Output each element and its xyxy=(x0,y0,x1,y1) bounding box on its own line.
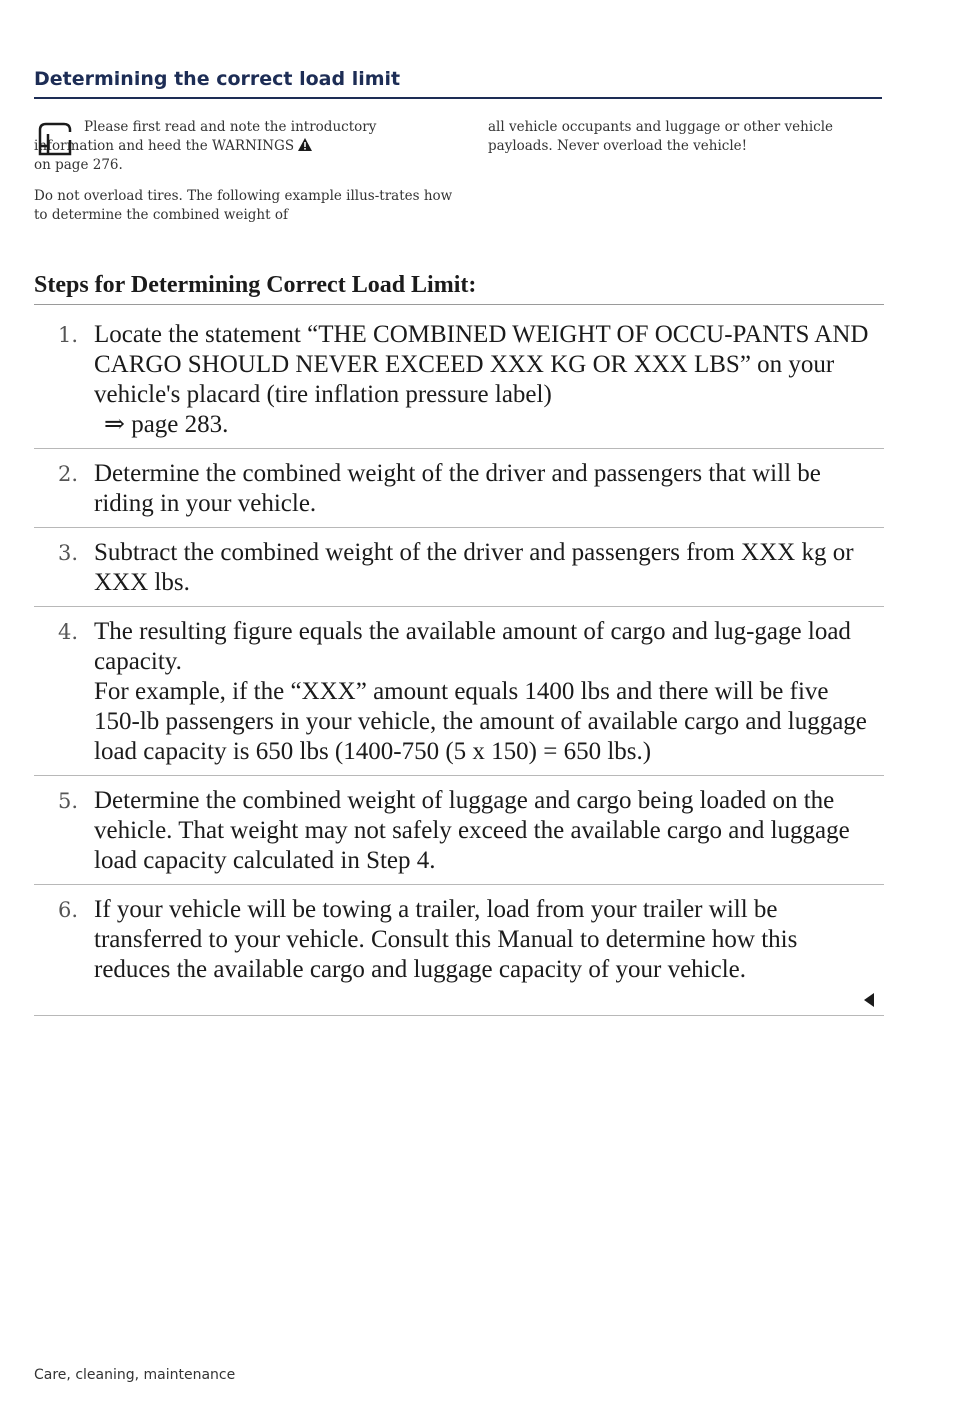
warning-icon xyxy=(298,138,312,151)
step-number: 3. xyxy=(58,541,79,565)
footer-section-label: Care, cleaning, maintenance xyxy=(34,1367,236,1383)
intro-line-2: information and heed the WARNINGS xyxy=(34,138,295,154)
step-2 xyxy=(34,449,884,528)
step-number: 5. xyxy=(58,789,79,813)
step-text xyxy=(94,617,884,767)
step-text xyxy=(94,895,884,1007)
steps-list xyxy=(34,310,884,1016)
step-text-ref: ⇒ page 283. xyxy=(104,411,229,438)
intro-right-column xyxy=(488,118,888,156)
intro-paragraph xyxy=(34,118,454,175)
steps-rule xyxy=(34,304,884,305)
step-text-main: Determine the combined weight of luggage and cargo being loaded on the vehicle. That weight may not safely exceed the available cargo and luggage load capacity calculated in Step 4. xyxy=(94,787,850,874)
step-text-main: If your vehicle will be towing a trailer, load from your trailer will be transferred to your vehicle. Consult this Manual to determine how this reduces the available cargo and luggage capacity of your vehicle. xyxy=(94,896,798,983)
step-text xyxy=(94,320,884,440)
step-number: 6. xyxy=(58,898,79,922)
intro-left-column xyxy=(34,118,454,237)
step-number: 1. xyxy=(58,323,79,347)
step-number: 2. xyxy=(58,462,79,486)
intro-line-1: Please first read and note the introductory xyxy=(84,119,377,135)
intro-right-paragraph: all vehicle occupants and luggage or other vehicle payloads. Never overload the vehicle! xyxy=(488,119,834,154)
step-3 xyxy=(34,528,884,607)
step-text xyxy=(94,459,884,519)
step-text-main: Subtract the combined weight of the driver and passengers from XXX kg or XXX lbs. xyxy=(94,539,854,596)
section-end-marker-icon xyxy=(864,993,874,1007)
intro-paragraph-2: Do not overload tires. The following example illus-trates how to determine the combined weight of xyxy=(34,188,453,223)
step-text-main: Locate the statement “THE COMBINED WEIGHT OF OCCU-PANTS AND CARGO SHOULD NEVER EXCEED XXX KG OR XXX LBS” on your vehicle's placard (tire inflation pressure label) xyxy=(94,321,869,408)
step-4 xyxy=(34,607,884,776)
step-1 xyxy=(34,310,884,449)
book-icon xyxy=(36,120,74,158)
step-text xyxy=(94,538,884,598)
step-number: 4. xyxy=(58,620,79,644)
step-6 xyxy=(34,885,884,1016)
step-text xyxy=(94,786,884,876)
step-text-example: For example, if the “XXX” amount equals 1400 lbs and there will be five 150-lb passengers in your vehicle, the amount of available cargo and luggage load capacity is 650 lbs (1400-750 (5 x 150) = 650 lbs.) xyxy=(94,678,867,765)
header-rule xyxy=(34,97,882,99)
steps-heading: Steps for Determining Correct Load Limit: xyxy=(34,272,477,298)
step-text-main: The resulting figure equals the available amount of cargo and lug-gage load capacity. xyxy=(94,618,851,675)
step-text-main: Determine the combined weight of the driver and passengers that will be riding in your vehicle. xyxy=(94,460,821,517)
page-title: Determining the correct load limit xyxy=(34,68,401,90)
intro-line-3: on page 276. xyxy=(34,157,123,173)
step-5 xyxy=(34,776,884,885)
